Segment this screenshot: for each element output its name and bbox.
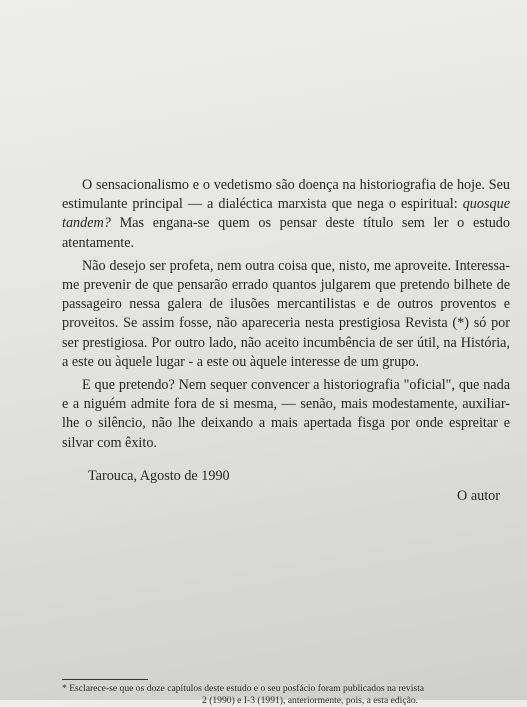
body-text — [62, 176, 510, 457]
paragraph-1-italic: quosque tandem? — [62, 196, 510, 232]
footnote-line-2: 2 (1990) e I-3 (1991), anteriormente, pois, a esta edição. — [202, 695, 419, 706]
paragraph-1-text-end: Mas engana-se quem os pensar deste título sem ler o estudo atentamente. — [62, 215, 510, 251]
place-date: Tarouca, Agosto de 1990 — [88, 468, 230, 484]
paragraph-2-text: Não desejo ser profeta, nem outra coisa que, nisto, me aproveite. Interessa-me prevenir de que pensarão errado quantos julgarem que pretendo bilhete de passageiro nessa galera de ilusões mercantilistas e de outros proventos e proveitos. Se assim fosse, não apareceria nesta prestigiosa Revista (*) só por ser prestigiosa. Por outro lado, não aceito incumbência de ser útil, na História, a este ou àquele lugar - a este ou àquele interesse de um grupo. — [62, 257, 510, 370]
footnote-line-1: * Esclarece-se que os doze capítulos deste estudo e o seu posfácio foram publicados na revista — [62, 683, 425, 694]
paragraph-3-text: E que pretendo? Nem sequer convencer a historiografia "oficial", que nada e a niguém admite fora de si mesma, — senão, mais modestamente, auxiliar-lhe o silêncio, não lhe deixando a mais apertada fisga por onde espreitar e silvar com êxito. — [62, 377, 510, 451]
footnote — [62, 683, 517, 707]
paragraph-3 — [62, 376, 510, 453]
author-signature: O autor — [457, 488, 500, 504]
paragraph-1-text: O sensacionalismo e o vedetismo são doença na historiografia de hoje. Seu estimulante principal — a dialéctica marxista que nega o espiritual: — [62, 177, 510, 213]
paragraph-2 — [62, 257, 510, 372]
paragraph-1 — [62, 176, 510, 253]
footnote-divider — [62, 679, 148, 680]
